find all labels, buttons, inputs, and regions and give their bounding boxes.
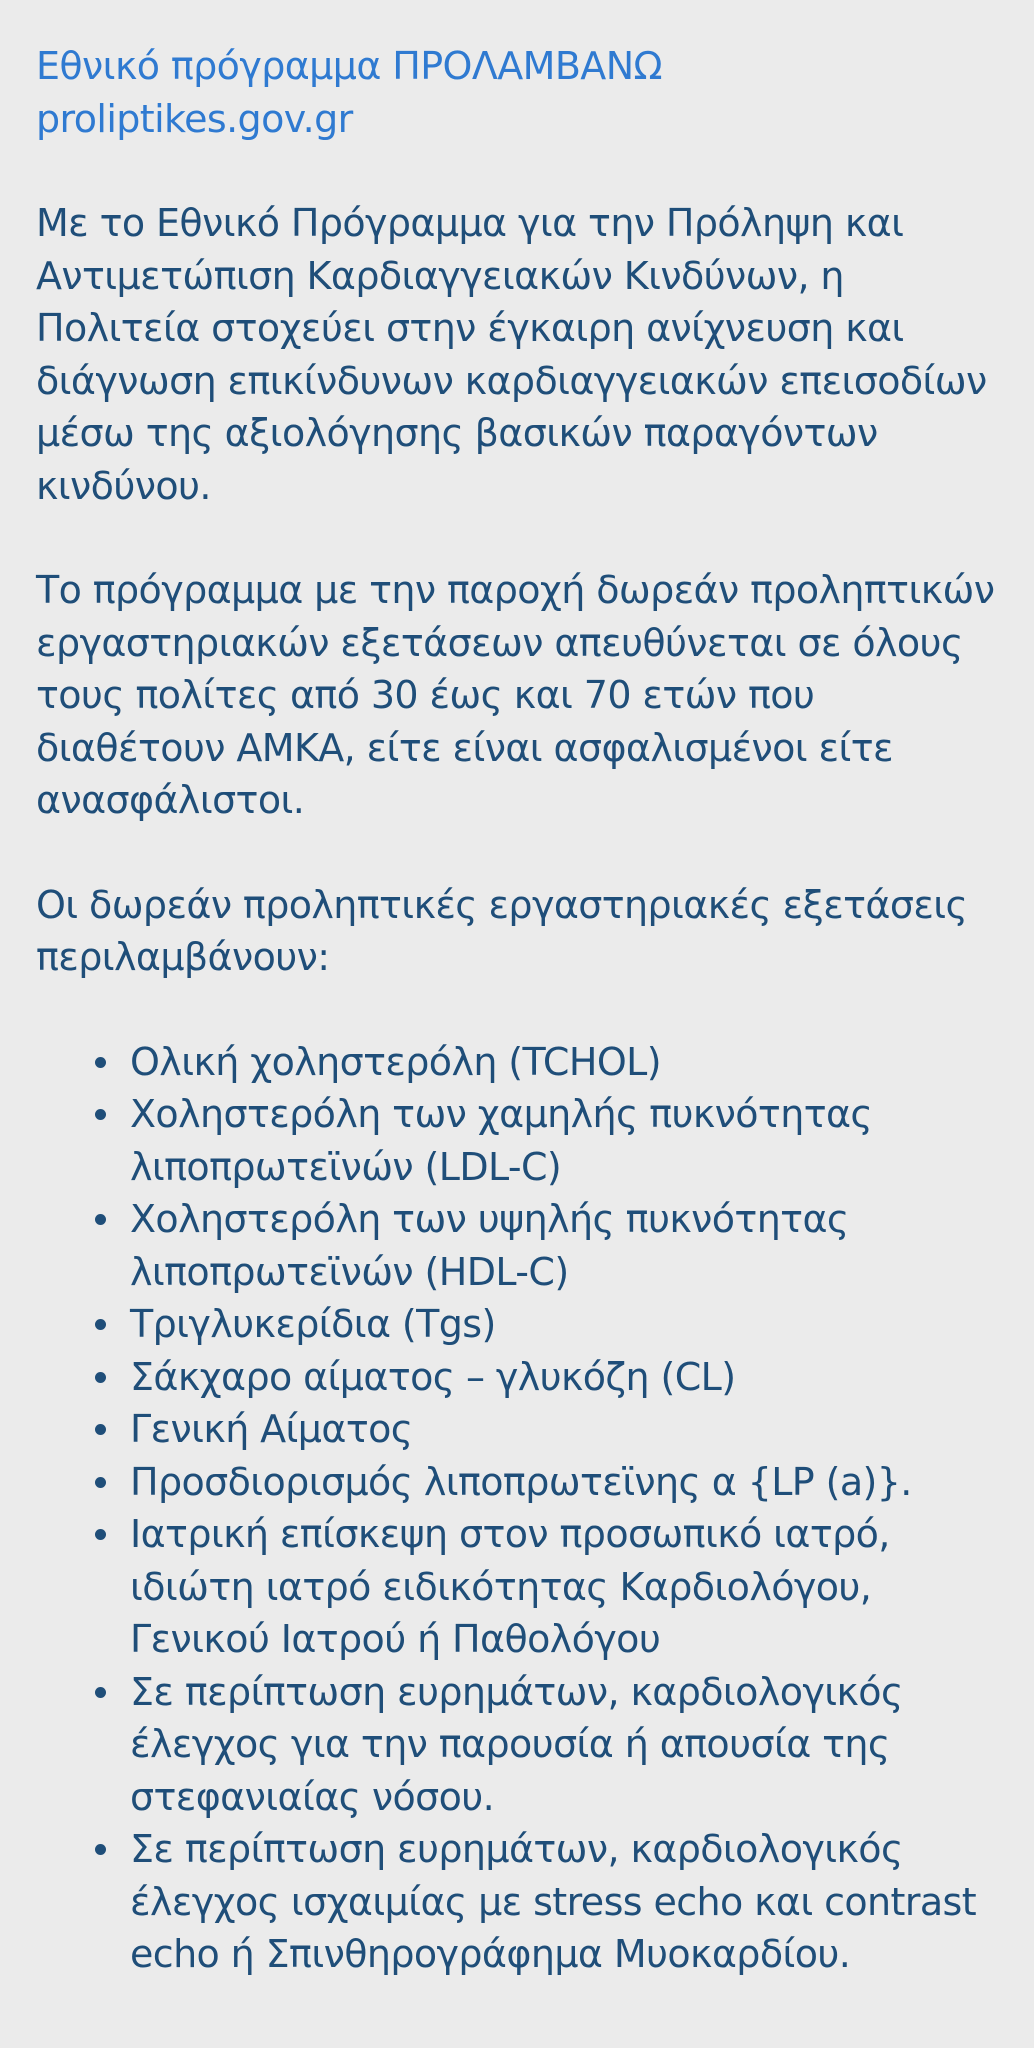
list-item: Προσδιορισμός λιποπρωτεϊνης α {LP (a)}. bbox=[130, 1456, 1011, 1509]
list-item: Σάκχαρο αίματος – γλυκόζη (CL) bbox=[130, 1351, 1011, 1404]
program-links bbox=[36, 40, 1011, 145]
program-title-link[interactable]: Εθνικό πρόγραμμα ΠΡΟΛΑΜΒΑΝΩ bbox=[36, 44, 662, 88]
list-item: Ιατρική επίσκεψη στον προσωπικό ιατρό, ιδιώτη ιατρό ειδικότητας Καρδιολόγου, Γενικού Ιατρού ή Παθολόγου bbox=[130, 1508, 1011, 1666]
list-item: Ολική χοληστερόλη (TCHOL) bbox=[130, 1036, 1011, 1089]
list-item: Σε περίπτωση ευρημάτων, καρδιολογικός έλεγχος για την παρουσία ή απουσία της στεφανιαίας νόσου. bbox=[130, 1666, 1011, 1824]
website-link[interactable]: proliptikes.gov.gr bbox=[36, 96, 353, 141]
article-content bbox=[36, 40, 1011, 1981]
list-item: Γενική Αίματος bbox=[130, 1403, 1011, 1456]
tests-intro-paragraph: Οι δωρεάν προληπτικές εργαστηριακές εξετάσεις περιλαμβάνουν: bbox=[36, 882, 968, 979]
list-item: Χοληστερόλη των υψηλής πυκνότητας λιποπρωτεϊνών (HDL-C) bbox=[130, 1193, 1011, 1298]
list-item: Σε περίπτωση ευρημάτων, καρδιολογικός έλεγχος ισχαιμίας με stress echo και contrast echo ή Σπινθηρογράφημα Μυοκαρδίου. bbox=[130, 1823, 1011, 1981]
list-item: Τριγλυκερίδια (Tgs) bbox=[130, 1298, 1011, 1351]
eligibility-paragraph: Το πρόγραμμα με την παροχή δωρεάν προληπτικών εργαστηριακών εξετάσεων απευθύνεται σε όλους τους πολίτες από 30 έως και 70 ετών που διαθέτουν ΑΜΚΑ, είτε είναι ασφαλισμένοι είτε ανασφάλιστοι. bbox=[36, 568, 995, 822]
list-item: Χοληστερόλη των χαμηλής πυκνότητας λιποπρωτεϊνών (LDL-C) bbox=[130, 1088, 1011, 1193]
intro-paragraph: Με το Εθνικό Πρόγραμμα για την Πρόληψη και Αντιμετώπιση Καρδιαγγειακών Κινδύνων, η Πολιτεία στοχεύει στην έγκαιρη ανίχνευση και διάγνωση επικίνδυνων καρδιαγγειακών επεισοδίων μέσω της αξιολόγησης βασικών παραγόντων κινδύνου. bbox=[36, 201, 987, 508]
tests-list bbox=[36, 1036, 1011, 1981]
